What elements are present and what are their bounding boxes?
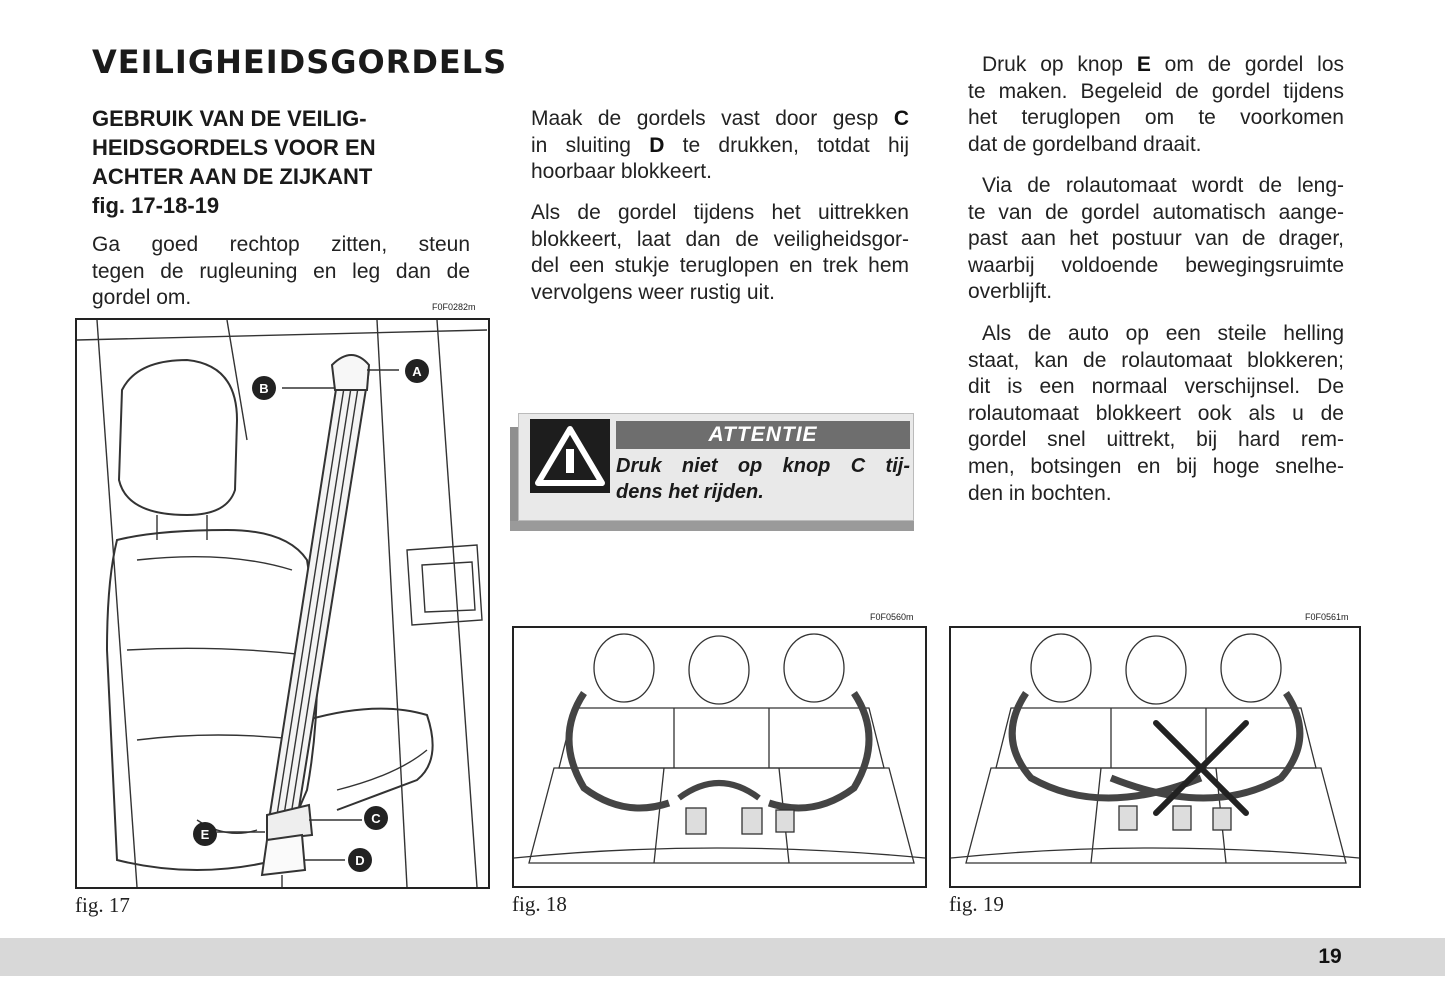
fasten-paragraph <box>531 106 909 186</box>
figure-code: F0F0282m <box>432 302 476 312</box>
paragraph-line: den in bochten. <box>968 481 1112 505</box>
label-c: C <box>371 811 381 826</box>
figure-code: F0F0561m <box>1305 612 1349 622</box>
paragraph-line: blokkeert, laat dan de veiligheidsgor- <box>531 227 909 251</box>
warning-box <box>510 413 914 531</box>
text-run: om de gordel los <box>1150 53 1344 76</box>
section-heading-line: ACHTER AAN DE ZIJKANT <box>92 164 373 189</box>
text-run: Druk op knop <box>982 53 1137 76</box>
paragraph-line: past aan het postuur van de drager, <box>968 227 1344 251</box>
label-a: A <box>412 364 422 379</box>
warning-triangle-icon <box>530 419 610 497</box>
paragraph-line: waarbij voldoende bewegingsruimte <box>968 253 1344 277</box>
paragraph-line: men, botsingen en bij hoge snelhe- <box>968 454 1344 478</box>
figure-code: F0F0560m <box>870 612 914 622</box>
label-e: E <box>200 827 210 842</box>
intro-paragraph <box>92 232 470 312</box>
paragraph-line: overblijft. <box>968 280 1053 304</box>
figure-18 <box>512 626 927 888</box>
paragraph-line: dit is een normaal verschijnsel. De <box>968 375 1344 399</box>
paragraph-line: staat, kan de rolautomaat blokkeren; <box>968 348 1344 372</box>
rear-seat-belts-correct-illustration <box>514 628 925 886</box>
paragraph-line: gordel snel uittrekt, bij hard rem- <box>968 428 1344 452</box>
figure-caption: fig. 18 <box>512 892 567 916</box>
section-heading-line: GEBRUIK VAN DE VEILIG- <box>92 106 367 131</box>
rear-seat-belts-incorrect-illustration <box>951 628 1359 886</box>
footer-bar <box>0 938 1445 976</box>
warning-line: dens het rijden. <box>616 481 764 503</box>
figure-caption: fig. 19 <box>949 892 1004 916</box>
paragraph-line: het teruglopen om te voorkomen <box>968 106 1344 130</box>
paragraph-line: Via de rolautomaat wordt de leng- <box>982 174 1344 197</box>
warning-shadow <box>510 521 914 531</box>
figure-reference: fig. 17-18-19 <box>92 193 220 218</box>
paragraph-line: Als de auto op een steile helling <box>982 322 1344 345</box>
figure-17 <box>75 318 490 889</box>
page-title: VEILIGHEIDSGORDELS <box>92 43 508 81</box>
seatbelt-front-illustration <box>77 320 488 887</box>
label-b: B <box>259 381 269 396</box>
paragraph-line: dat de gordelband draait. <box>968 132 1202 156</box>
text-run: te drukken, totdat hij <box>664 133 909 157</box>
paragraph-line: Als de gordel tijdens het uittrekken <box>531 201 909 224</box>
paragraph-line: del een stukje teruglopen en trek hem <box>531 254 909 278</box>
paragraph-line: te maken. Begeleid de gordel tijdens <box>968 79 1344 103</box>
warning-text <box>616 453 910 505</box>
paragraph-line <box>968 52 1344 79</box>
section-heading <box>92 104 482 220</box>
retractor-paragraph <box>968 173 1344 306</box>
figure-caption: fig. 17 <box>75 893 130 917</box>
page-number: 19 <box>1318 945 1342 968</box>
paragraph-line <box>531 133 909 160</box>
paragraph-line: vervolgens weer rustig uit. <box>531 280 775 304</box>
label-d: D <box>355 853 365 868</box>
section-heading-line: HEIDSGORDELS VOOR EN <box>92 135 376 160</box>
paragraph-line: te van de gordel automatisch aange- <box>968 200 1344 224</box>
text-run: Maak de gordels vast door gesp <box>531 107 894 130</box>
warning-line: Druk niet op knop C tij- <box>616 455 910 477</box>
paragraph-line <box>531 106 909 133</box>
block-paragraph <box>531 200 909 306</box>
slope-paragraph <box>968 321 1344 507</box>
paragraph-line: hoorbaar blokkeert. <box>531 160 712 184</box>
warning-heading: ATTENTIE <box>616 421 910 449</box>
latch-label: D <box>649 133 665 157</box>
button-label: E <box>1136 53 1151 76</box>
paragraph-line: Ga goed rechtop zitten, steun <box>92 233 470 256</box>
figure-19 <box>949 626 1361 888</box>
paragraph-line: rolautomaat blokkeert ook als u de <box>968 401 1344 425</box>
release-paragraph <box>968 52 1344 158</box>
paragraph-line: gordel om. <box>92 286 192 310</box>
text-run: in sluiting <box>531 133 650 157</box>
paragraph-line: tegen de rugleuning en leg dan de <box>92 259 470 283</box>
buckle-label: C <box>893 107 909 130</box>
